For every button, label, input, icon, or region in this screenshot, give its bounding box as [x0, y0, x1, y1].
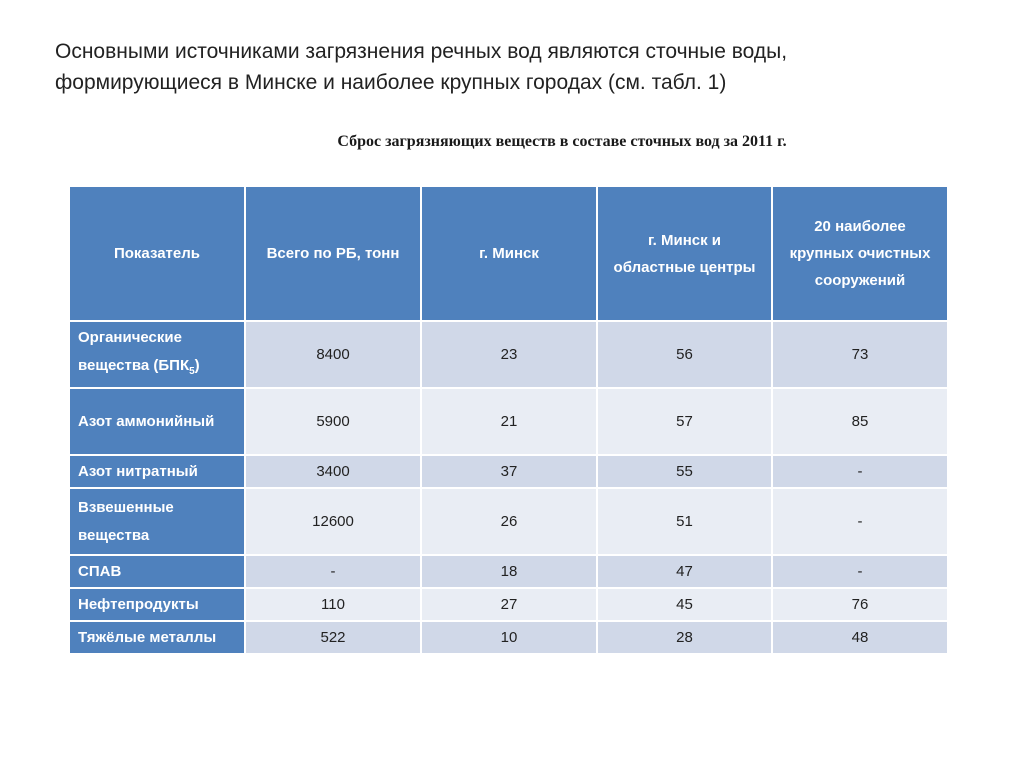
- cell-minsk: 37: [421, 455, 597, 488]
- cell-minsk-regional: 55: [597, 455, 772, 488]
- cell-top20: 85: [772, 388, 948, 455]
- cell-minsk-regional: 56: [597, 321, 772, 388]
- row-label: Азот аммонийный: [69, 388, 245, 455]
- column-header-minsk-regional: г. Минск и областные центры: [597, 186, 772, 321]
- cell-total-rb: 110: [245, 588, 421, 621]
- cell-minsk-regional: 51: [597, 488, 772, 555]
- row-label: Тяжёлые металлы: [69, 621, 245, 654]
- table-row: [69, 621, 948, 654]
- table-row: [69, 555, 948, 588]
- cell-minsk-regional: 57: [597, 388, 772, 455]
- row-label: Органические вещества $(БПК_5)$: [69, 321, 245, 388]
- table-row: [69, 488, 948, 555]
- cell-total-rb: 5900: [245, 388, 421, 455]
- cell-top20: -: [772, 555, 948, 588]
- cell-minsk: 27: [421, 588, 597, 621]
- table-row: [69, 455, 948, 488]
- table-title: Сброс загрязняющих веществ в составе сточных вод за 2011 г.: [337, 133, 787, 150]
- column-header-indicator: Показатель: [69, 186, 245, 321]
- intro-line-2: формирующиеся в Минске и наиболее крупных городах (см. табл. 1): [55, 71, 727, 94]
- column-header-minsk: г. Минск: [421, 186, 597, 321]
- cell-minsk: 10: [421, 621, 597, 654]
- cell-top20: 73: [772, 321, 948, 388]
- row-label: СПАВ: [69, 555, 245, 588]
- row-label: Азот нитратный: [69, 455, 245, 488]
- intro-text: [55, 36, 975, 98]
- cell-minsk: 21: [421, 388, 597, 455]
- table-row: [69, 388, 948, 455]
- row-label: Взвешенные вещества: [69, 488, 245, 555]
- cell-total-rb: 3400: [245, 455, 421, 488]
- cell-total-rb: 8400: [245, 321, 421, 388]
- cell-minsk: 26: [421, 488, 597, 555]
- pollutants-table: [68, 185, 949, 655]
- column-header-total-rb: Всего по РБ, тонн: [245, 186, 421, 321]
- table-row: [69, 321, 948, 388]
- cell-total-rb: 12600: [245, 488, 421, 555]
- cell-minsk: 23: [421, 321, 597, 388]
- column-header-top20: 20 наиболее крупных очистных сооружений: [772, 186, 948, 321]
- cell-total-rb: -: [245, 555, 421, 588]
- cell-minsk-regional: 28: [597, 621, 772, 654]
- row-label: Нефтепродукты: [69, 588, 245, 621]
- cell-top20: 48: [772, 621, 948, 654]
- intro-line-1: Основными источниками загрязнения речных вод являются сточные воды,: [55, 40, 788, 63]
- cell-top20: -: [772, 488, 948, 555]
- table-row: [69, 588, 948, 621]
- cell-total-rb: 522: [245, 621, 421, 654]
- cell-minsk: 18: [421, 555, 597, 588]
- cell-top20: 76: [772, 588, 948, 621]
- cell-top20: -: [772, 455, 948, 488]
- cell-minsk-regional: 45: [597, 588, 772, 621]
- cell-minsk-regional: 47: [597, 555, 772, 588]
- table-header-row: [69, 186, 948, 321]
